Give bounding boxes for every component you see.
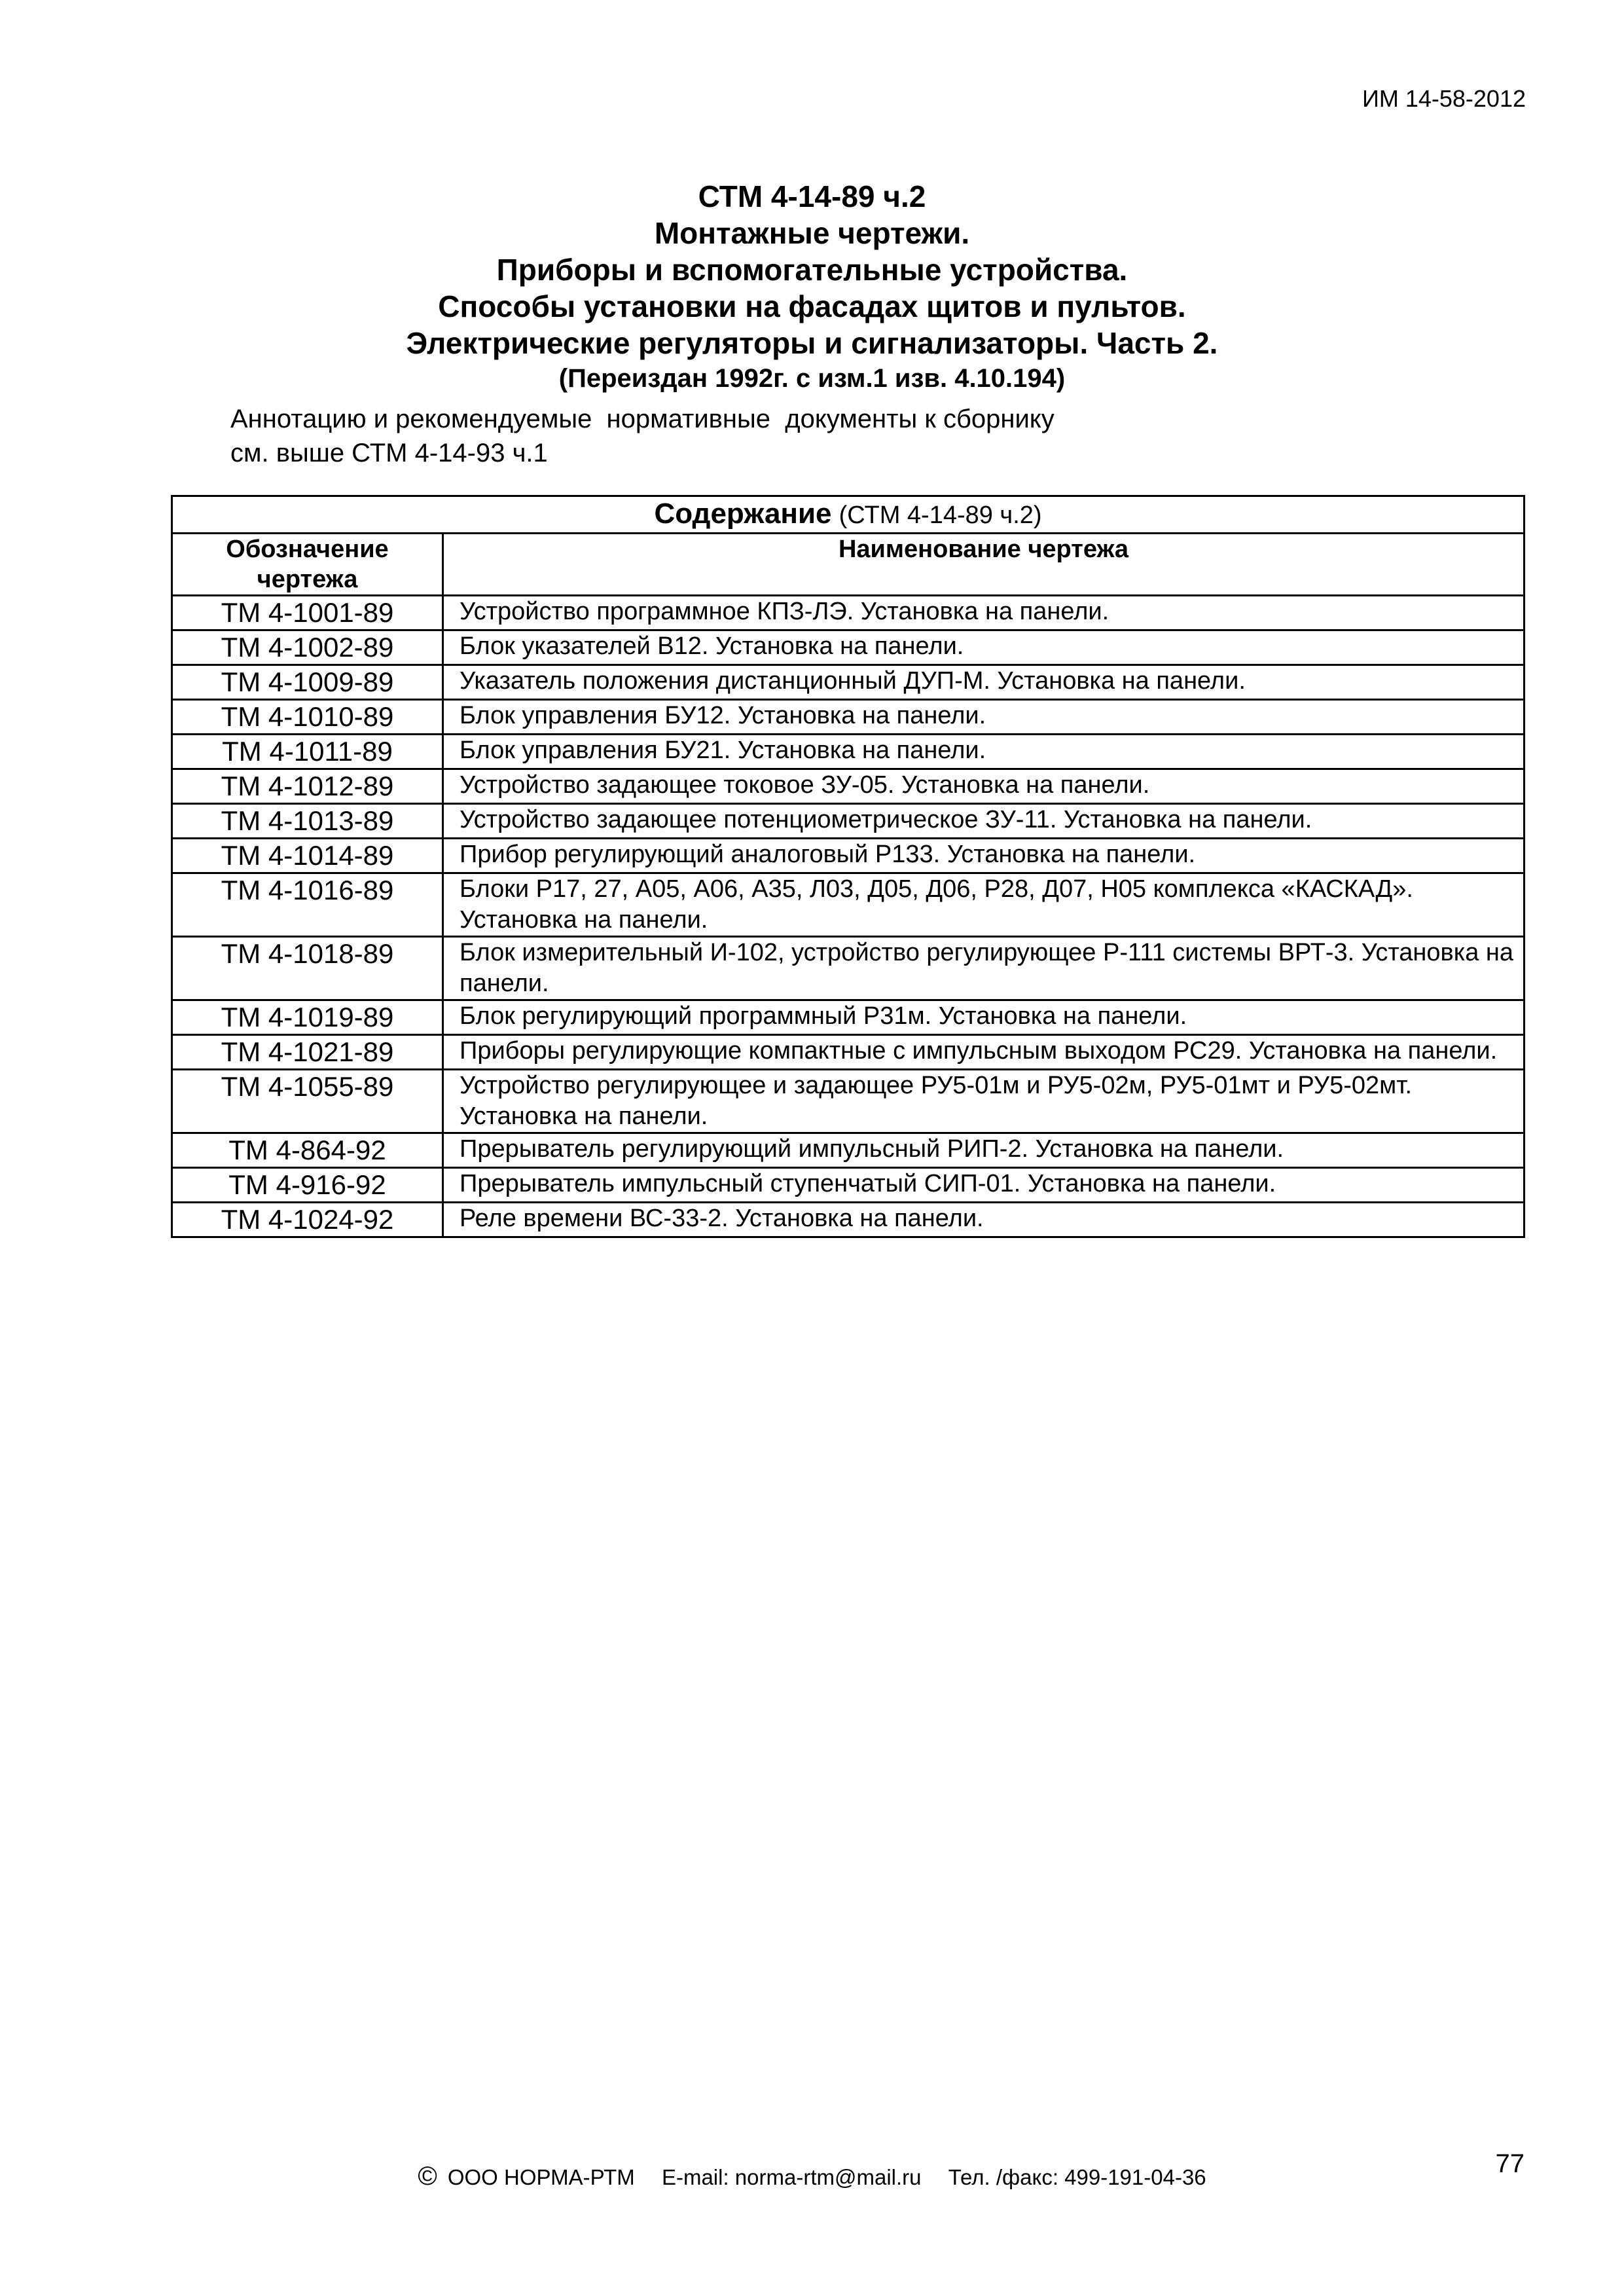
drawing-code-cell: ТМ 4-864-92 xyxy=(172,1133,443,1168)
title-line-4: Способы установки на фасадах щитов и пультов. xyxy=(438,289,1186,323)
table-row xyxy=(172,1133,1525,1168)
table-row xyxy=(172,1203,1525,1237)
title-line-2: Монтажные чертежи. xyxy=(654,216,970,250)
drawing-name-cell: Указатель положения дистанционный ДУП-М. Установка на панели. xyxy=(443,665,1525,700)
column-header-name: Наименование чертежа xyxy=(443,534,1525,596)
table-row xyxy=(172,804,1525,839)
footer-phone: Тел. /факс: 499-191-04-36 xyxy=(948,2165,1206,2189)
table-row xyxy=(172,937,1525,1000)
column-header-code: Обозначение чертежа xyxy=(172,534,443,596)
table-row xyxy=(172,596,1525,630)
drawing-name-cell: Устройство задающее токовое ЗУ-05. Установка на панели. xyxy=(443,769,1525,804)
table-row xyxy=(172,1035,1525,1070)
drawing-name-cell: Реле времени ВС-33-2. Установка на панели. xyxy=(443,1203,1525,1237)
drawing-code-cell: ТМ 4-1016-89 xyxy=(172,873,443,937)
drawing-name-cell: Устройство программное КПЗ-ЛЭ. Установка на панели. xyxy=(443,596,1525,630)
title-line-1: СТМ 4-14-89 ч.2 xyxy=(698,179,926,213)
table-row xyxy=(172,839,1525,873)
drawing-name-cell: Прерыватель регулирующий импульсный РИП-2. Установка на панели. xyxy=(443,1133,1525,1168)
table-body xyxy=(172,596,1525,1237)
table-row xyxy=(172,769,1525,804)
contents-table xyxy=(171,495,1525,1238)
drawing-name-cell: Прибор регулирующий аналоговый Р133. Установка на панели. xyxy=(443,839,1525,873)
table-row xyxy=(172,1000,1525,1035)
drawing-code-cell: ТМ 4-1012-89 xyxy=(172,769,443,804)
drawing-code-cell: ТМ 4-1019-89 xyxy=(172,1000,443,1035)
title-line-5: Электрические регуляторы и сигнализаторы. Часть 2. xyxy=(406,326,1218,360)
table-caption-title: Содержание xyxy=(654,498,832,530)
drawing-code-cell: ТМ 4-1011-89 xyxy=(172,735,443,769)
drawing-name-cell: Блок управления БУ12. Установка на панели. xyxy=(443,700,1525,735)
annotation-line-2: см. выше СТМ 4-14-93 ч.1 xyxy=(230,439,548,467)
table-row xyxy=(172,665,1525,700)
drawing-name-cell: Приборы регулирующие компактные с импульсным выходом РС29. Установка на панели. xyxy=(443,1035,1525,1070)
drawing-name-cell: Блоки Р17, 27, А05, А06, А35, Л03, Д05, Д06, Р28, Д07, Н05 комплекса «КАСКАД». Установка на панели. xyxy=(443,873,1525,937)
table-row xyxy=(172,1070,1525,1133)
table-caption-note: (СТМ 4-14-89 ч.2) xyxy=(839,501,1042,529)
title-line-3: Приборы и вспомогательные устройства. xyxy=(496,253,1128,287)
drawing-code-cell: ТМ 4-1024-92 xyxy=(172,1203,443,1237)
drawing-name-cell: Блок регулирующий программный Р31м. Установка на панели. xyxy=(443,1000,1525,1035)
table-row xyxy=(172,873,1525,937)
drawing-name-cell: Прерыватель импульсный ступенчатый СИП-01. Установка на панели. xyxy=(443,1168,1525,1203)
drawing-name-cell: Блок измерительный И-102, устройство регулирующее Р-111 системы ВРТ-3. Установка на панели. xyxy=(443,937,1525,1000)
title-block xyxy=(0,178,1624,395)
drawing-code-cell: ТМ 4-1013-89 xyxy=(172,804,443,839)
drawing-name-cell: Устройство задающее потенциометрическое ЗУ-11. Установка на панели. xyxy=(443,804,1525,839)
table-row xyxy=(172,1168,1525,1203)
table-header-row xyxy=(172,534,1525,596)
drawing-code-cell: ТМ 4-1001-89 xyxy=(172,596,443,630)
annotation xyxy=(230,402,1245,470)
table-row xyxy=(172,735,1525,769)
table-caption-row xyxy=(172,496,1525,534)
table-caption xyxy=(172,496,1525,534)
footer xyxy=(0,2162,1624,2191)
drawing-code-cell: ТМ 4-1021-89 xyxy=(172,1035,443,1070)
drawing-code-cell: ТМ 4-1055-89 xyxy=(172,1070,443,1133)
annotation-line-1: Аннотацию и рекомендуемые нормативные документы к сборнику xyxy=(230,405,1055,433)
document-code: ИМ 14-58-2012 xyxy=(1362,85,1526,112)
drawing-code-cell: ТМ 4-1010-89 xyxy=(172,700,443,735)
copyright-icon: © xyxy=(418,2162,437,2191)
drawing-name-cell: Блок указателей В12. Установка на панели. xyxy=(443,630,1525,665)
drawing-code-cell: ТМ 4-1002-89 xyxy=(172,630,443,665)
footer-email: E-mail: norma-rtm@mail.ru xyxy=(661,2165,922,2189)
drawing-code-cell: ТМ 4-916-92 xyxy=(172,1168,443,1203)
drawing-code-cell: ТМ 4-1009-89 xyxy=(172,665,443,700)
drawing-code-cell: ТМ 4-1018-89 xyxy=(172,937,443,1000)
table-row xyxy=(172,700,1525,735)
drawing-name-cell: Блок управления БУ21. Установка на панели. xyxy=(443,735,1525,769)
reissue-note: (Переиздан 1992г. с изм.1 изв. 4.10.194) xyxy=(558,364,1066,393)
page-number: 77 xyxy=(1495,2149,1525,2178)
table-row xyxy=(172,630,1525,665)
drawing-code-cell: ТМ 4-1014-89 xyxy=(172,839,443,873)
footer-company: ООО НОРМА-РТМ xyxy=(447,2165,635,2189)
drawing-name-cell: Устройство регулирующее и задающее РУ5-01м и РУ5-02м, РУ5-01мт и РУ5-02мт. Установка на панели. xyxy=(443,1070,1525,1133)
